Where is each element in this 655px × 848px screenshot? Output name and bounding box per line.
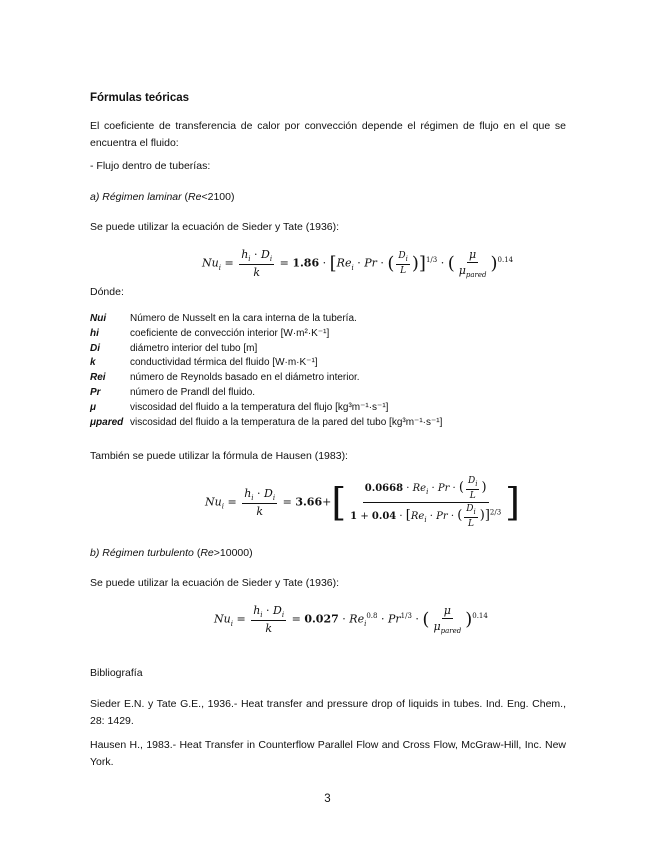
- hausen-intro: También se puede utilizar la fórmula de Hausen (1983):: [90, 450, 348, 462]
- symbol-row: [90, 343, 442, 358]
- symbol-desc: conductividad térmica del fluido [W·m·K⁻¹]: [130, 357, 318, 369]
- symbol-desc: diámetro interior del tubo [m]: [130, 342, 258, 354]
- bibliography-title: Bibliografía: [90, 667, 143, 679]
- laminar-cond-open: (: [184, 191, 189, 203]
- eq3-re-exp: 0.8: [366, 611, 378, 620]
- symbol: μ: [90, 401, 97, 413]
- sieder-tate-turbulent-equation: $Nu_i$ = $\frac{h_i \cdot D_i}{k}$ = $0.027 \cdot Re_i^{0.8} \cdot Pr^{1/3}$ · ( $\frac{\mu}{\mu_{pared}}$ )$^{0.14}$: [214, 604, 488, 636]
- sieder-intro: Se puede utilizar la ecuación de Sieder y Tate (1936):: [90, 221, 340, 233]
- symbol-desc: Número de Nusselt en la cara interna de la tubería.: [130, 313, 357, 324]
- symbol-desc: coeficiente de convección interior [W·m²·K⁻¹]: [130, 327, 330, 339]
- symbol-row: [90, 328, 442, 343]
- laminar-cond-var: Re: [188, 191, 202, 203]
- turbulent-title: [90, 547, 253, 559]
- eq2-den-coef: 0.04: [371, 510, 397, 522]
- symbol-row: [90, 372, 442, 387]
- eq2-num-coef: 0.0668: [364, 482, 404, 494]
- symbol-desc: número de Prandl del fluido.: [130, 386, 256, 398]
- eq3-coef: 0.027: [304, 612, 339, 626]
- hausen-equation: $Nu_i$ = $\frac{h_i \cdot D_i}{k}$ = 3.66+[ $0.0668 \cdot Re_i \cdot Pr$ · ( $\frac{D_i}{L}$ ) $1 + 0.04 \cdot [Re_i \cdot Pr$ · ( $\frac{D_i}{L}$ )]$^{2/3}$ ]: [205, 476, 520, 529]
- page-number: 3: [324, 793, 331, 805]
- symbol-desc: viscosidad del fluido a la temperatura de la pared del tubo [kg³m⁻¹·s⁻¹]: [130, 416, 443, 428]
- turbulent-cond-open: (: [196, 547, 201, 559]
- symbol: k: [90, 357, 96, 369]
- eq2-den-one: 1: [350, 510, 358, 522]
- turbulent-label: b) Régimen turbulento: [90, 547, 194, 559]
- eq1-visc-exp: 0.14: [497, 255, 514, 264]
- eq2-coef: 3.66: [295, 495, 323, 509]
- symbol-row: [90, 313, 442, 328]
- symbol: Rei: [90, 372, 106, 384]
- turbulent-cond-close: >10000): [213, 547, 253, 559]
- symbol: Nui: [90, 313, 107, 324]
- symbol: μpared: [90, 416, 124, 428]
- symbol-row: [90, 402, 442, 417]
- turbulent-cond-var: Re: [200, 547, 214, 559]
- flow-subtitle: - Flujo dentro de tuberías:: [90, 160, 211, 172]
- laminar-title: [90, 191, 234, 203]
- symbol-row: [90, 357, 442, 372]
- symbol: Di: [90, 342, 100, 354]
- laminar-cond-close: <2100): [201, 191, 235, 203]
- symbol-row: [90, 387, 442, 402]
- symbol-list: [90, 313, 442, 431]
- sieder-intro-2: Se puede utilizar la ecuación de Sieder y Tate (1936):: [90, 577, 340, 589]
- section-heading: Fórmulas teóricas: [90, 92, 190, 104]
- reference-item: Hausen H., 1983.- Heat Transfer in Counterflow Parallel Flow and Cross Flow, McGraw-Hill, Inc. New York.: [90, 739, 566, 768]
- symbol-desc: número de Reynolds basado en el diámetro interior.: [130, 372, 360, 384]
- sieder-tate-laminar-equation: $Nu_i$ = $\frac{h_i \cdot D_i}{k}$ = $1.86 \cdot [Re_i \cdot Pr$ · ( $\frac{D_i}{L}$ )]$^{1/3}$ · ( $\frac{\mu}{\mu_{pared}}$ )$^{0.14}$: [202, 248, 514, 280]
- symbol-desc: viscosidad del fluido a la temperatura del flujo [kg³m⁻¹·s⁻¹]: [130, 401, 389, 413]
- donde-label: Dónde:: [90, 286, 124, 298]
- eq1-exp: 1/3: [425, 255, 438, 264]
- eq1-coef: 1.86: [292, 256, 320, 270]
- laminar-label: a) Régimen laminar: [90, 191, 182, 203]
- intro-paragraph: El coeficiente de transferencia de calor por convección depende el régimen de flujo en el que se encuentra el fluido:: [90, 120, 566, 149]
- eq3-pr-exp: 1/3: [400, 611, 412, 620]
- symbol: hi: [90, 327, 99, 339]
- eq3-visc-exp: 0.14: [472, 611, 488, 620]
- eq2-exp: 2/3: [489, 508, 502, 517]
- reference-item: Sieder E.N. y Tate G.E., 1936.- Heat transfer and pressure drop of liquids in tubes. Ind. Eng. Chem., 28: 1429.: [90, 698, 566, 727]
- symbol: Pr: [90, 386, 101, 398]
- symbol-row: [90, 417, 442, 432]
